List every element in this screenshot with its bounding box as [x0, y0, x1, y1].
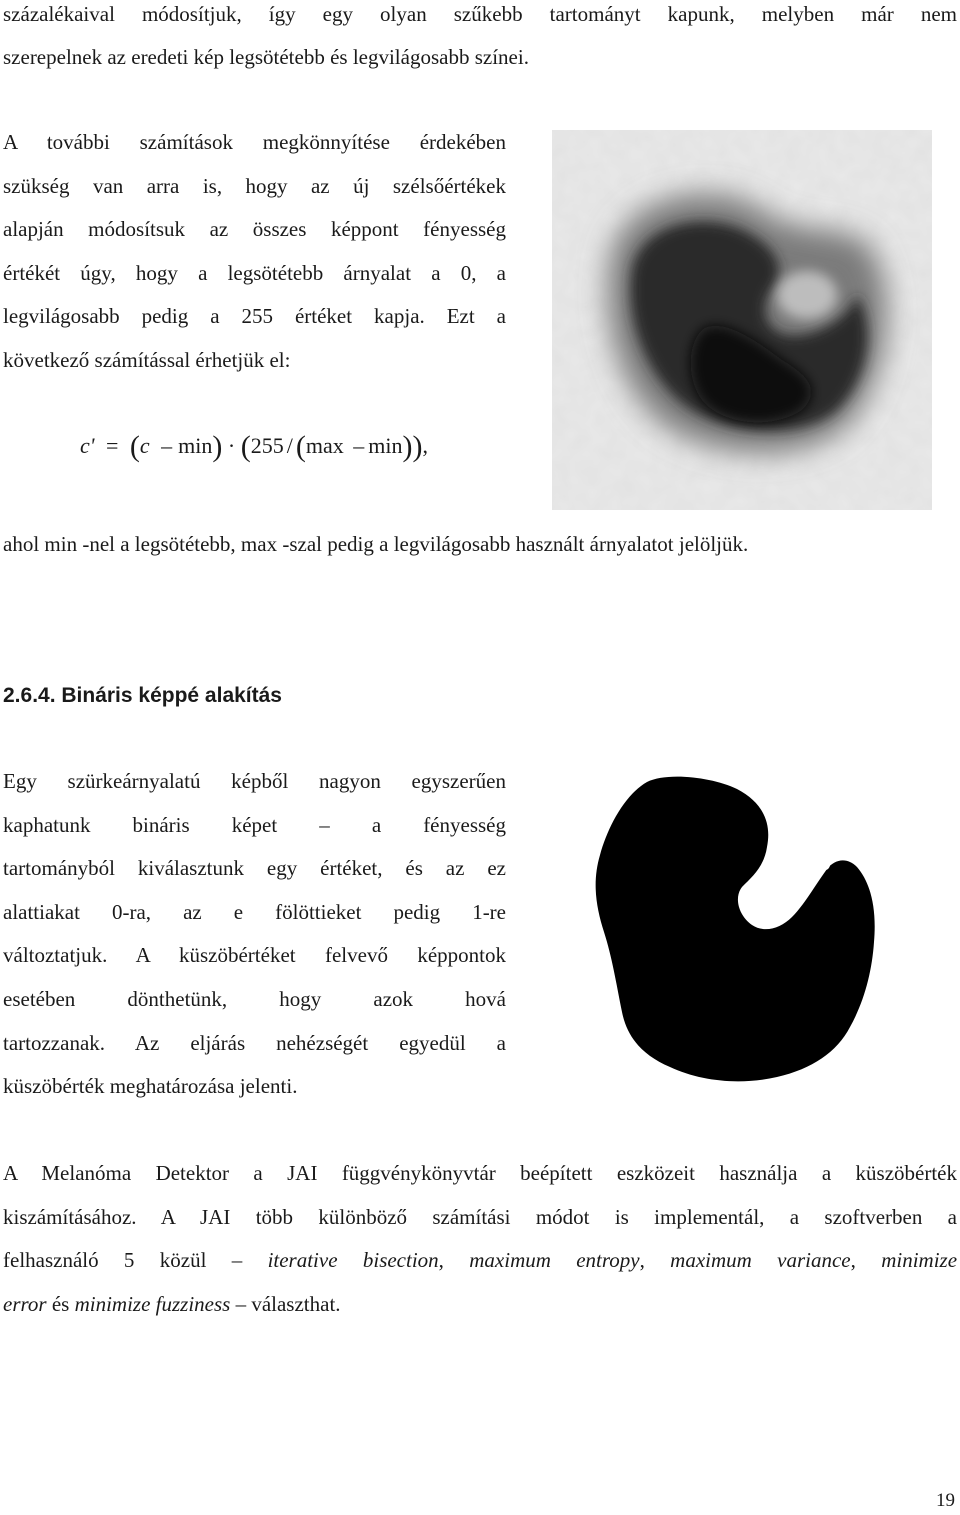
- normalization-line-4: értékét úgy, hogy a legsötétebb árnyalat a 0, a: [3, 260, 506, 285]
- section-heading: 2.6.4. Bináris képpé alakítás: [3, 684, 282, 707]
- top-paragraph-end: [3, 36, 529, 80]
- binary-line-1: Egy szürkeárnyalatú képből nagyon egyszerűen: [3, 769, 506, 793]
- formula-minus-2: –: [353, 433, 365, 458]
- sep: ,: [639, 1248, 671, 1273]
- formula-paren: (: [129, 430, 140, 463]
- binary-line-4: alattiakat 0-ra, az e fölöttieket pedig 1-re: [3, 899, 506, 924]
- binary-line-6: esetében dönthetünk, hogy azok hová: [3, 986, 506, 1011]
- normalization-line-5: legvilágosabb pedig a 255 értéket kapja. Ezt a: [3, 304, 506, 329]
- binary-line-8: küszöbérték meghatározása jelenti.: [3, 1074, 298, 1099]
- formula-var-c: c: [139, 433, 150, 458]
- binary-lesion-svg: [552, 737, 932, 1117]
- normalization-line-3: alapján módosítsuk az összes képpont fényesség: [3, 217, 506, 242]
- binary-lesion-image: [552, 737, 932, 1117]
- formula-equals: =: [105, 433, 119, 458]
- method-error: error: [3, 1291, 47, 1316]
- method-iterative-bisection: iterative bisection: [267, 1248, 439, 1273]
- top-paragraph-line-2: szerepelnek az eredeti kép legsötétebb és legvilágosabb színei.: [3, 45, 529, 69]
- normalization-formula: [80, 430, 428, 464]
- and-word: és: [46, 1291, 75, 1316]
- formula-slash: /: [286, 433, 293, 458]
- grayscale-lesion-svg: [552, 130, 932, 510]
- page-number: 19: [936, 1490, 955, 1511]
- sep: ,: [438, 1248, 470, 1273]
- ahol-text: ahol min -nel a legsötétebb, max -szal pedig a legvilágosabb használt árnyalatot jelöljük.: [3, 532, 749, 556]
- sep: ,: [850, 1248, 882, 1273]
- bottom-line-2: kiszámításához. A JAI több különböző számítási módot is implementál, a szoftverben a: [3, 1204, 957, 1229]
- top-paragraph-line-1: százalékaival módosítjuk, így egy olyan szűkebb tartományt kapunk, melyben már nem: [3, 2, 957, 26]
- formula-255: 255: [250, 433, 284, 458]
- bottom-paragraph: [3, 1152, 957, 1326]
- formula-paren: ): [212, 430, 223, 463]
- formula-paren: (: [240, 430, 251, 463]
- formula-minus-1: –: [161, 433, 173, 458]
- formula-max: max: [305, 433, 344, 458]
- method-minimize-fuzziness: minimize fuzziness: [74, 1291, 231, 1316]
- bottom-line-3: [3, 1239, 957, 1283]
- method-minimize: minimize: [881, 1248, 958, 1273]
- top-paragraph: [3, 0, 957, 37]
- binary-line-2: kaphatunk bináris képet – a fényesség: [3, 812, 506, 837]
- bottom-line-3-pre: felhasználó 5 közül –: [3, 1248, 268, 1273]
- bottom-tail: – választhat.: [230, 1291, 341, 1316]
- formula-paren: (: [295, 430, 306, 463]
- bottom-line-4: [3, 1283, 957, 1327]
- ahol-paragraph: [3, 523, 748, 567]
- formula-paren: )): [402, 430, 423, 463]
- grayscale-lesion-image: [552, 130, 932, 510]
- normalization-paragraph: [3, 121, 506, 383]
- method-maximum-variance: maximum variance: [670, 1248, 851, 1273]
- formula-min-1: min: [178, 433, 213, 458]
- bottom-line-1: A Melanóma Detektor a JAI függvénykönyvtár beépített eszközeit használja a küszöbérték: [3, 1161, 957, 1185]
- formula-comma: ,: [422, 433, 428, 458]
- binary-line-3: tartományból kiválasztunk egy értéket, és az ez: [3, 856, 506, 881]
- binary-line-5: változtatjuk. A küszöbértéket felvevő képpontok: [3, 943, 506, 968]
- binary-line-7: tartozzanak. Az eljárás nehézségét egyedül a: [3, 1030, 506, 1055]
- binary-paragraph: [3, 760, 506, 1109]
- formula-min-2: min: [368, 433, 403, 458]
- formula-lhs: c': [80, 433, 95, 458]
- normalization-line-6: következő számítással érhetjük el:: [3, 347, 291, 372]
- normalization-line-2: szükség van arra is, hogy az új szélsőértékek: [3, 173, 506, 198]
- normalization-line-1: A további számítások megkönnyítése érdekében: [3, 130, 506, 154]
- formula-dot: ·: [227, 433, 236, 458]
- method-maximum-entropy: maximum entropy: [469, 1248, 640, 1273]
